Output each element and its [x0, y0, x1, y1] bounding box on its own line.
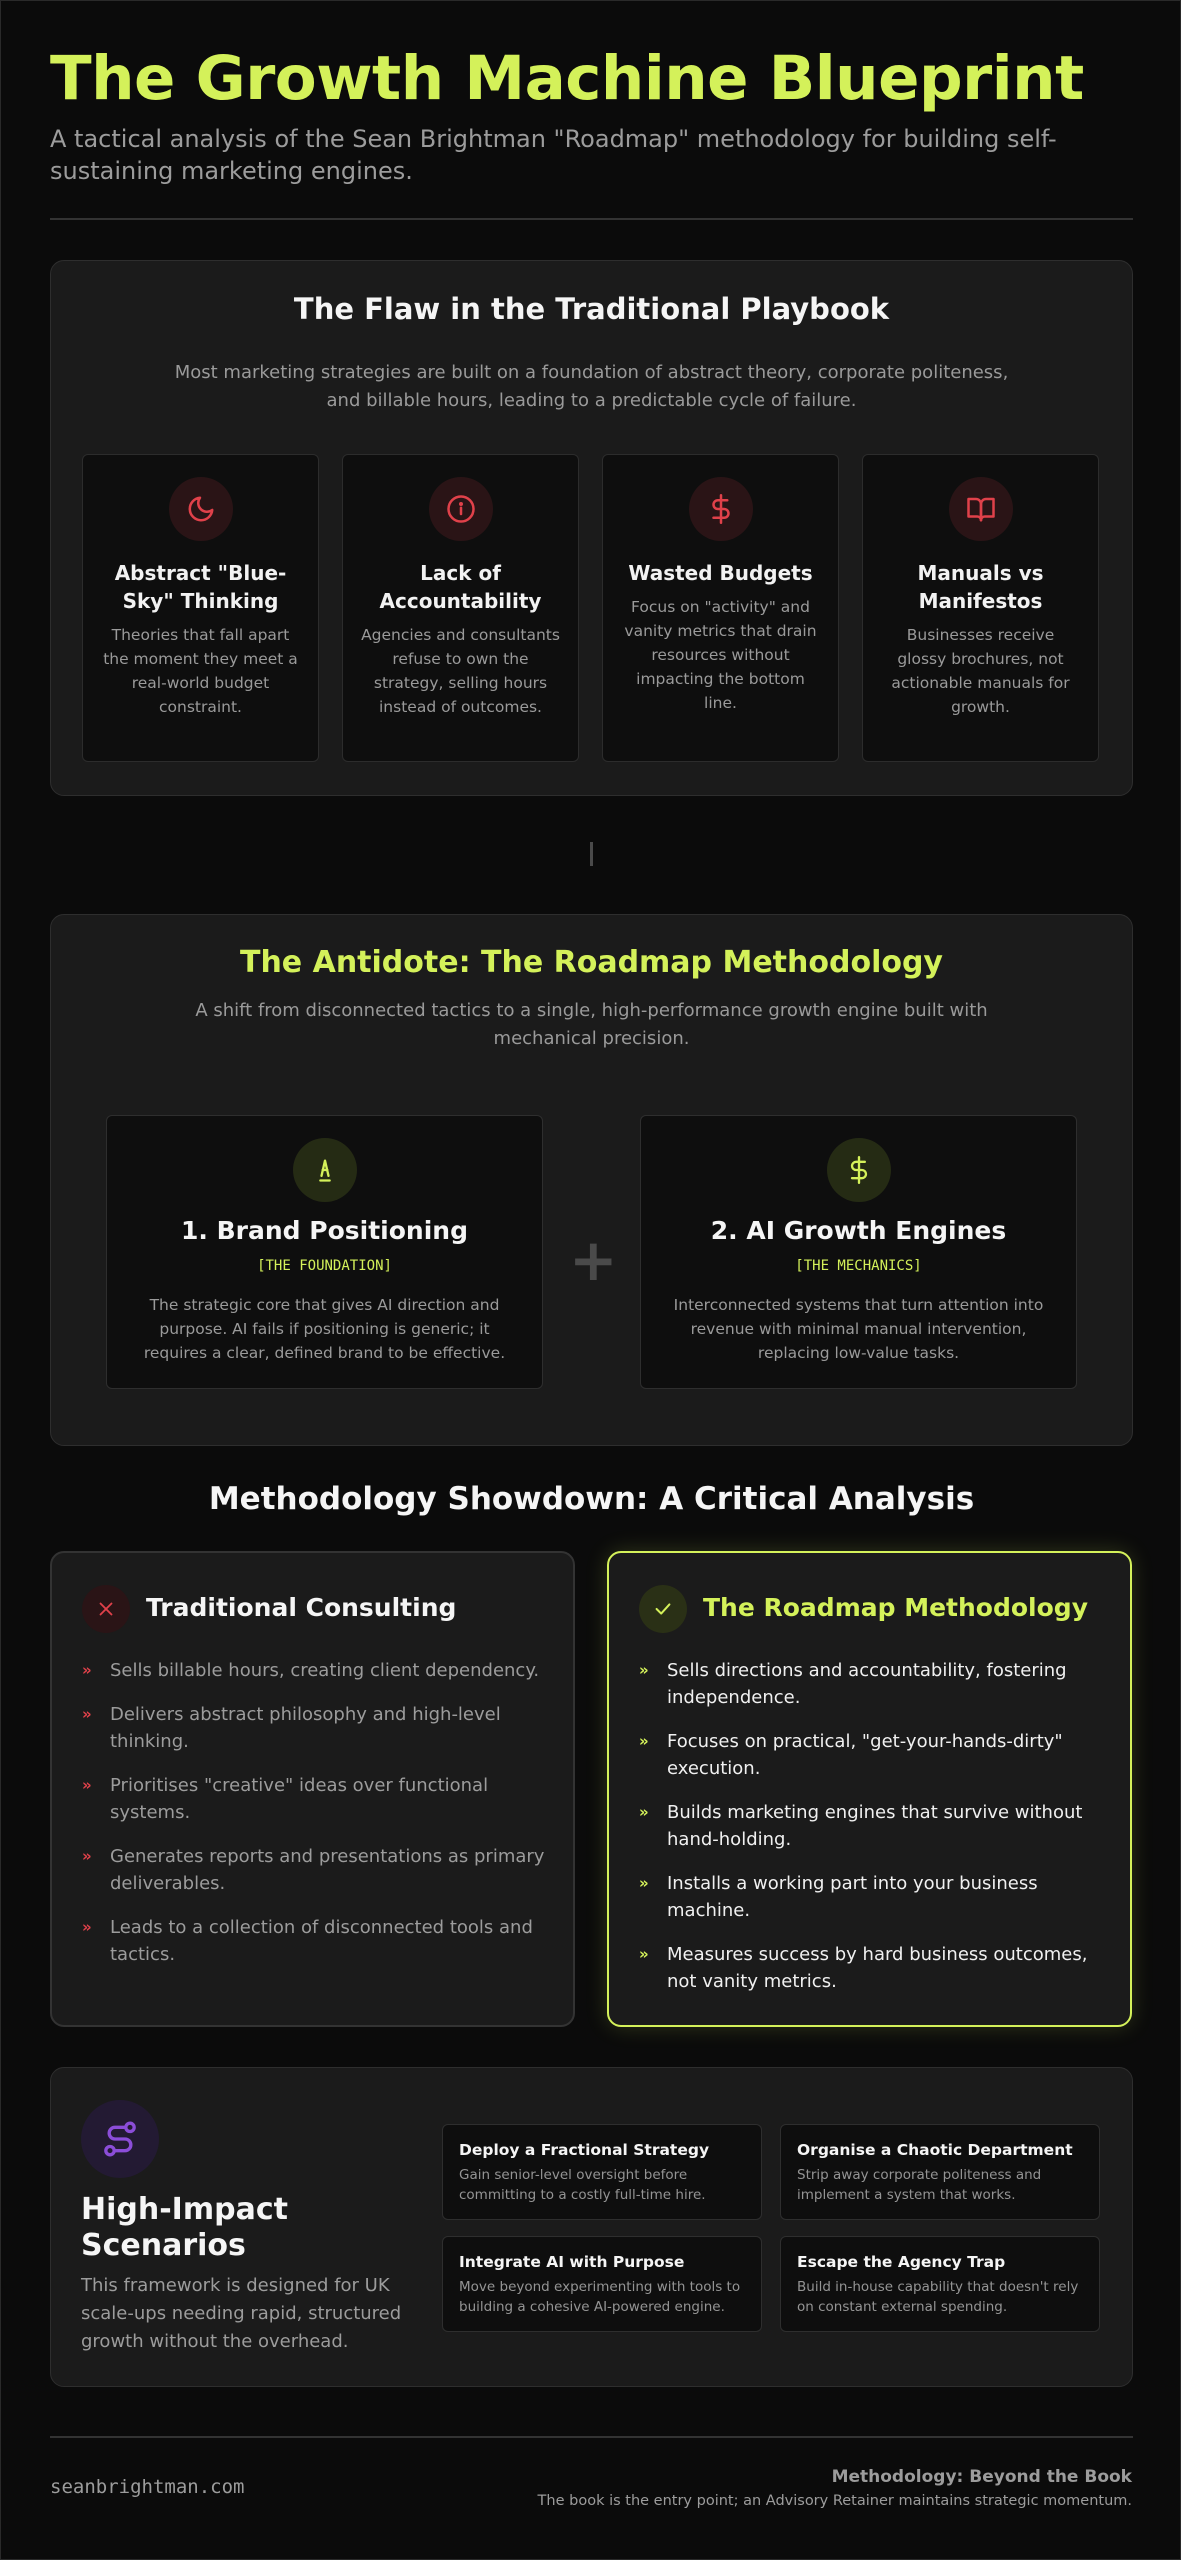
card-heading: 2. AI Growth Engines — [710, 1216, 1007, 1245]
list-item — [82, 1701, 547, 1755]
list-item-text: Sells billable hours, creating client dependency. — [110, 1660, 540, 1681]
flaw-card-heading: Abstract "Blue-Sky" Thinking — [114, 561, 287, 613]
flaw-title: The Flaw in the Traditional Playbook — [293, 292, 890, 326]
list-item — [639, 1728, 1104, 1782]
footer-subtext: The book is the entry point; an Advisory Retainer maintains strategic momentum. — [537, 2493, 1132, 2509]
list-item — [82, 1772, 547, 1826]
bullet-icon: » — [639, 1661, 649, 1679]
scenario-card — [780, 2124, 1100, 2220]
info-icon — [429, 477, 493, 541]
flaw-card-heading: Wasted Budgets — [628, 561, 813, 585]
dollar-icon — [689, 477, 753, 541]
scenario-heading: Integrate AI with Purpose — [459, 2253, 685, 2271]
card-text: Interconnected systems that turn attention into revenue with minimal manual intervention, replacing low-value tasks. — [673, 1296, 1044, 1362]
bullet-icon: » — [82, 1918, 92, 1936]
list-item — [82, 1914, 547, 1968]
list-item-text: Focuses on practical, "get-your-hands-dirty" execution. — [667, 1731, 1063, 1779]
scenario-card — [442, 2236, 762, 2332]
list-item — [82, 1843, 547, 1897]
moon-icon — [169, 477, 233, 541]
card-heading: 1. Brand Positioning — [181, 1216, 468, 1245]
page-title: The Growth Machine Blueprint — [50, 43, 1084, 114]
book-icon — [949, 477, 1013, 541]
footer-site-link[interactable]: seanbrightman.com — [50, 2476, 245, 2498]
scenario-heading: Escape the Agency Trap — [797, 2253, 1006, 2271]
ai-growth-engines-card — [640, 1115, 1077, 1389]
list-item-text: Generates reports and presentations as primary deliverables. — [110, 1846, 545, 1894]
flaw-card-text: Focus on "activity" and vanity metrics that drain resources without impacting the bottom line. — [624, 598, 817, 712]
x-icon — [82, 1585, 130, 1633]
scenarios-description: This framework is designed for UK scale-ups needing rapid, structured growth without the overhead. — [81, 2275, 402, 2352]
roadmap-title: The Roadmap Methodology — [703, 1593, 1088, 1622]
list-item-text: Delivers abstract philosophy and high-level thinking. — [110, 1704, 501, 1752]
scenario-text: Move beyond experimenting with tools to building a cohesive AI-powered engine. — [459, 2279, 741, 2315]
footer-heading: Methodology: Beyond the Book — [831, 2467, 1132, 2487]
card-tag: [THE MECHANICS] — [795, 1258, 922, 1274]
roadmap-list — [639, 1657, 1104, 2012]
traditional-list — [82, 1657, 547, 1985]
list-item — [639, 1657, 1104, 1711]
scenario-card — [442, 2124, 762, 2220]
header-divider — [50, 218, 1133, 220]
flaw-card-text: Agencies and consultants refuse to own the strategy, selling hours instead of outcomes. — [361, 626, 560, 716]
flaw-card-budgets — [602, 454, 839, 762]
list-item — [82, 1657, 547, 1684]
showdown-title: Methodology Showdown: A Critical Analysis — [208, 1481, 975, 1517]
scenario-card — [780, 2236, 1100, 2332]
scenario-heading: Organise a Chaotic Department — [797, 2141, 1073, 2159]
list-item-text: Builds marketing engines that survive without hand-holding. — [667, 1802, 1083, 1850]
traditional-title: Traditional Consulting — [146, 1593, 457, 1622]
flaw-card-heading: Manuals vs Manifestos — [917, 561, 1044, 613]
flaw-card-manuals — [862, 454, 1099, 762]
bullet-icon: » — [82, 1661, 92, 1679]
bullet-icon: » — [639, 1945, 649, 1963]
antidote-panel — [50, 914, 1133, 1446]
bullet-icon: » — [82, 1705, 92, 1723]
bullet-icon: » — [82, 1847, 92, 1865]
antidote-title: The Antidote: The Roadmap Methodology — [239, 945, 943, 980]
bullet-icon: » — [82, 1776, 92, 1794]
route-icon — [81, 2100, 159, 2178]
section-connector — [590, 842, 593, 866]
bullet-icon: » — [639, 1732, 649, 1750]
pen-nib-icon — [293, 1138, 357, 1202]
scenarios-title: High-Impact Scenarios — [81, 2192, 288, 2263]
card-tag: [THE FOUNDATION] — [257, 1258, 392, 1274]
page-subtitle: A tactical analysis of the Sean Brightman "Roadmap" methodology for building self-sustaining marketing engines. — [50, 125, 1057, 185]
scenario-text: Strip away corporate politeness and implement a system that works. — [797, 2167, 1042, 2203]
traditional-consulting-card — [50, 1551, 575, 2027]
list-item-text: Leads to a collection of disconnected tools and tactics. — [110, 1917, 533, 1965]
scenario-heading: Deploy a Fractional Strategy — [459, 2141, 710, 2159]
list-item-text: Installs a working part into your business machine. — [667, 1873, 1038, 1921]
scenario-text: Gain senior-level oversight before committing to a costly full-time hire. — [459, 2167, 706, 2203]
flaw-panel — [50, 260, 1133, 796]
flaw-card-text: Businesses receive glossy brochures, not actionable manuals for growth. — [891, 626, 1070, 716]
plus-sign: + — [569, 1226, 618, 1294]
footer-divider — [50, 2436, 1133, 2438]
list-item-text: Sells directions and accountability, fostering independence. — [667, 1660, 1067, 1708]
bullet-icon: » — [639, 1803, 649, 1821]
list-item-text: Measures success by hard business outcomes, not vanity metrics. — [667, 1944, 1088, 1992]
card-text: The strategic core that gives AI direction and purpose. AI fails if positioning is generic; it requires a clear, defined brand to be effective. — [143, 1296, 506, 1362]
flaw-card-text: Theories that fall apart the moment they meet a real-world budget constraint. — [103, 626, 298, 716]
list-item-text: Prioritises "creative" ideas over functional systems. — [110, 1775, 489, 1823]
antidote-description: A shift from disconnected tactics to a single, high-performance growth engine built with mechanical precision. — [195, 1000, 988, 1049]
flaw-card-abstract — [82, 454, 319, 762]
list-item — [639, 1941, 1104, 1995]
brand-positioning-card — [106, 1115, 543, 1389]
bullet-icon: » — [639, 1874, 649, 1892]
check-icon — [639, 1585, 687, 1633]
list-item — [639, 1870, 1104, 1924]
flaw-card-accountability — [342, 454, 579, 762]
list-item — [639, 1799, 1104, 1853]
scenarios-panel — [50, 2067, 1133, 2387]
flaw-description: Most marketing strategies are built on a foundation of abstract theory, corporate politeness, and billable hours, leading to a predictable cycle of failure. — [174, 362, 1009, 411]
scenario-text: Build in-house capability that doesn't rely on constant external spending. — [797, 2279, 1079, 2315]
roadmap-methodology-card — [607, 1551, 1132, 2027]
flaw-card-heading: Lack of Accountability — [379, 561, 542, 613]
dollar-icon — [827, 1138, 891, 1202]
